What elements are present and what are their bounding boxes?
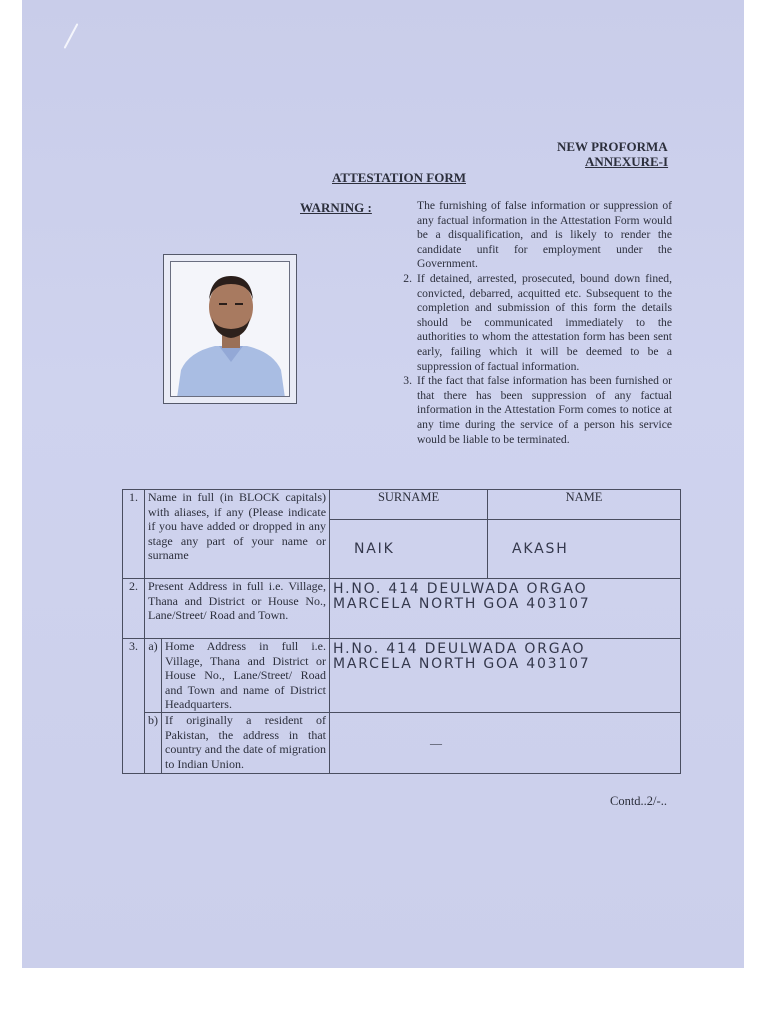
row-sub-label: a) <box>145 639 162 713</box>
present-address-field[interactable] <box>330 579 681 639</box>
name-header: NAME <box>488 490 681 520</box>
person-photo-icon <box>171 262 290 397</box>
warning-item: 2. If detained, arrested, prosecuted, bound down fined, convicted, debarred, acquitted etc. Subsequent to the completion and submission of this form the details should be communicated immediately to the authorities to whom the attestation form has been sent early, failing which it will be deemed to be a suppression of factual information. <box>403 271 672 373</box>
home-address-line-2: MARCELA NORTH GOA 403107 <box>333 655 591 672</box>
warning-item: 3. If the fact that false information has been furnished or that there has been suppression of any factual information in the Attestation Form comes to notice at any time during the service of a person his service would be liable to be terminated. <box>403 374 672 446</box>
form-title: ATTESTATION FORM <box>332 170 466 185</box>
warning-list <box>392 199 672 447</box>
home-address-field[interactable] <box>330 639 681 713</box>
surname-header: SURNAME <box>330 490 488 520</box>
present-address-line-1: H.NO. 414 DEULWADA ORGAO <box>333 581 588 597</box>
surname-field[interactable] <box>330 520 488 579</box>
surname-value: NAIK <box>354 540 395 557</box>
continued-note: Contd..2/-.. <box>610 794 667 808</box>
present-address-line-2: MARCELA NORTH GOA 403107 <box>333 595 591 612</box>
row-number: 2. <box>123 579 145 639</box>
name-question: Name in full (in BLOCK capitals) with aliases, if any (Please indicate if you have added or dropped in any stage any part of your name or surname <box>145 490 330 579</box>
warning-item: The furnishing of false information or suppression of any factual information in the Attestation Form would be a disqualification, and is likely to render the candidate unfit for employment under the Government. <box>417 199 672 271</box>
table-row <box>123 713 681 774</box>
annexure-label: ANNEXURE-I <box>585 154 669 169</box>
pakistan-address-question: If originally a resident of Pakistan, the address in that country and the date of migration to Indian Union. <box>162 713 330 774</box>
table-row <box>123 639 681 713</box>
passport-photo-frame <box>163 254 297 404</box>
table-row <box>123 490 681 520</box>
table-row <box>123 579 681 639</box>
passport-photo <box>170 261 290 397</box>
proforma-label: NEW PROFORMA <box>557 139 668 154</box>
name-value: AKASH <box>512 540 569 557</box>
pakistan-address-field[interactable] <box>330 713 681 774</box>
row-number: 1. <box>123 490 145 579</box>
home-address-question: Home Address in full i.e. Village, Thana and District or House No., Lane/Street/ Road and Town and name of District Headquarters. <box>162 639 330 713</box>
document-page <box>22 0 744 968</box>
present-address-question: Present Address in full i.e. Village, Thana and District or House No., Lane/Street/ Road and Town. <box>145 579 330 639</box>
row-number: 3. <box>123 639 145 774</box>
name-field[interactable] <box>488 520 681 579</box>
home-address-line-1: H.No. 414 DEULWADA ORGAO <box>333 641 586 657</box>
attestation-table <box>122 489 681 774</box>
warning-label: WARNING : <box>300 200 372 215</box>
pen-mark <box>64 23 79 49</box>
row-sub-label: b) <box>145 713 162 774</box>
pakistan-address-value: — <box>430 735 443 750</box>
